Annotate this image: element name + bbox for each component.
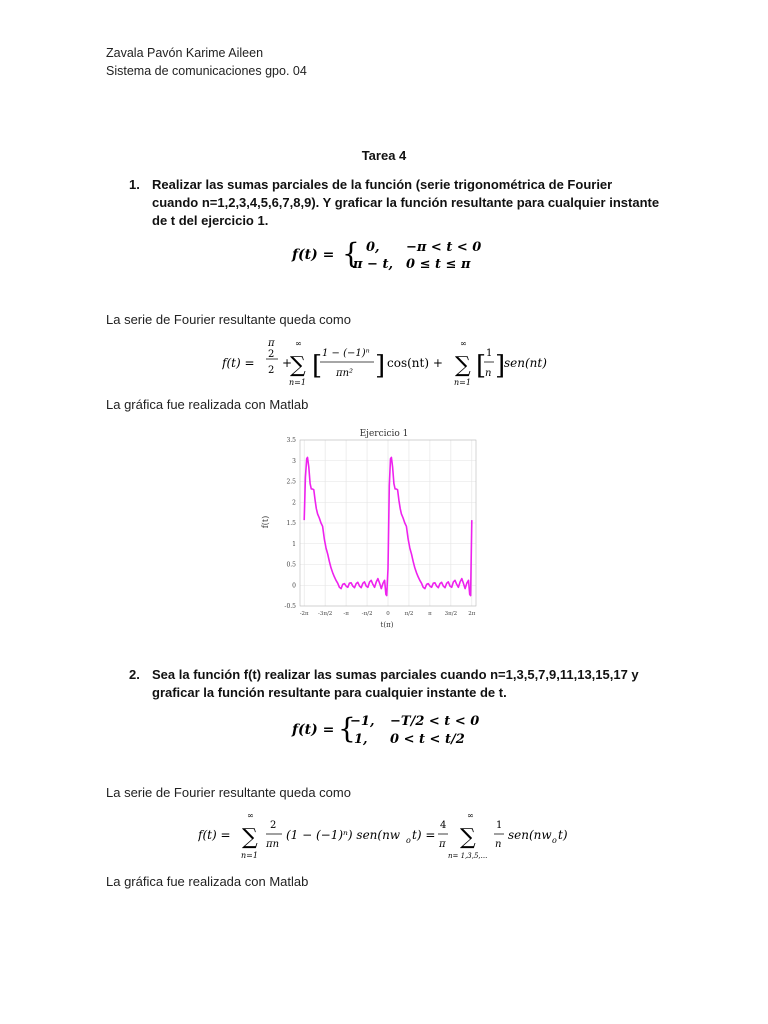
chart-y-tick-label: 1.5	[286, 520, 296, 527]
chart-x-tick-label: π	[428, 611, 432, 617]
chart-y-tick-label: 1	[292, 540, 296, 548]
chart-x-axis-label: t(π)	[380, 621, 394, 629]
course-name: Sistema de comunicaciones gpo. 04	[106, 64, 307, 78]
svg-text:[: [	[312, 351, 323, 381]
piecewise-2-lhs: f(t) =	[292, 722, 335, 738]
svg-text:πn: πn	[266, 839, 280, 850]
chart-x-tick-label: -π/2	[361, 611, 373, 617]
chart-y-tick-label: 0	[292, 582, 296, 590]
piecewise-function-1-svg	[290, 236, 490, 272]
svg-text:n=1: n=1	[454, 378, 471, 387]
fourier-series-1	[222, 334, 552, 390]
chart-x-tick-label: π/2	[404, 611, 414, 617]
svg-text:2: 2	[268, 349, 275, 360]
svg-text:∑: ∑	[242, 825, 258, 850]
series-2-lhs: f(t) =	[198, 828, 231, 842]
fourier-series-2	[198, 808, 578, 864]
piecewise-1-value-1: 0,	[366, 240, 380, 255]
piecewise-1-value-2: π − t,	[353, 257, 393, 272]
svg-text:∑: ∑	[460, 825, 476, 850]
chart-y-tick-label: 2.5	[286, 478, 296, 486]
svg-text:n: n	[485, 368, 492, 379]
sum-symbol: ∑	[290, 353, 306, 378]
svg-text:+: +	[282, 356, 293, 370]
svg-text:2: 2	[268, 365, 275, 376]
svg-text:1: 1	[496, 820, 503, 831]
svg-text:πn²: πn²	[336, 368, 354, 379]
author-name: Zavala Pavón Karime Aileen	[106, 46, 264, 60]
piecewise-function-2-svg	[290, 710, 490, 748]
chart-x-tick-label: 0	[386, 611, 390, 617]
svg-text:]: ]	[375, 351, 386, 381]
fourier-series-1-svg	[222, 334, 552, 390]
svg-text:o: o	[406, 836, 411, 845]
svg-text:(1 − (−1)ⁿ) sen(nw: (1 − (−1)ⁿ) sen(nw	[286, 828, 401, 842]
piecewise-2-cond-1: −T/2 < t < 0	[390, 714, 480, 729]
svg-text:1: 1	[486, 348, 493, 359]
chart-y-ticks	[284, 437, 296, 610]
svg-text:∞: ∞	[460, 339, 467, 348]
svg-text:∞: ∞	[247, 811, 254, 820]
problem-1-number: 1.	[129, 177, 140, 192]
chart-x-tick-label: -π	[343, 611, 349, 617]
svg-text:cos(nt) +: cos(nt) +	[387, 356, 443, 370]
chart-x-tick-label: 3π/2	[444, 611, 458, 617]
chart-y-tick-label: -0.5	[284, 603, 296, 610]
svg-text:n=1: n=1	[241, 851, 258, 860]
svg-text:sen(nw: sen(nw	[508, 828, 552, 842]
piecewise-function-1	[290, 236, 490, 272]
svg-text:o: o	[552, 836, 557, 845]
chart-y-tick-label: 3	[292, 457, 296, 465]
fourier-series-2-svg	[198, 808, 578, 864]
graph-1-intro: La gráfica fue realizada con Matlab	[106, 397, 309, 412]
problem-1-text: Realizar las sumas parciales de la función (serie trigonométrica de Fourier cuando n=1,2,3,4,5,6,7,8,9). Y graficar la función resultante para cualquier instante de t del ejercicio 1.	[152, 177, 660, 228]
series-2-intro: La serie de Fourier resultante queda como	[106, 785, 351, 800]
chart-y-tick-label: 3.5	[286, 437, 296, 444]
page-title: Tarea 4	[361, 148, 407, 163]
chart-svg	[256, 426, 492, 636]
chart-x-tick-label: 2π	[468, 611, 476, 617]
piecewise-2-brace: {	[338, 712, 356, 745]
svg-text:2: 2	[270, 820, 277, 831]
svg-text:1 − (−1)ⁿ: 1 − (−1)ⁿ	[322, 348, 370, 359]
svg-text:[: [	[476, 351, 487, 381]
chart-y-tick-label: 0.5	[286, 561, 296, 569]
svg-text:t): t)	[558, 828, 568, 842]
svg-text:]: ]	[495, 351, 506, 381]
piecewise-1-cond-2: 0 ≤ t ≤ π	[406, 257, 471, 272]
svg-text:n=1: n=1	[289, 378, 306, 387]
series-1-lhs: f(t) =	[222, 356, 255, 370]
chart-ejercicio-1	[256, 426, 492, 636]
svg-text:∞: ∞	[467, 811, 474, 820]
piecewise-2-value-1: −1,	[350, 714, 375, 729]
svg-text:sen(nt): sen(nt)	[504, 356, 547, 370]
svg-text:π: π	[268, 338, 275, 349]
chart-x-tick-label: -3π/2	[317, 611, 333, 617]
piecewise-1-cond-1: −π < t < 0	[406, 240, 482, 255]
svg-text:4: 4	[440, 820, 447, 831]
problem-2-number: 2.	[129, 667, 140, 682]
piecewise-function-2	[290, 710, 490, 748]
chart-y-axis-label: f(t)	[261, 515, 270, 529]
piecewise-2-cond-2: 0 < t < t/2	[390, 732, 465, 747]
chart-title: Ejercicio 1	[359, 429, 409, 439]
series-1-intro: La serie de Fourier resultante queda como	[106, 312, 351, 327]
piecewise-2-value-2: 1,	[354, 732, 368, 747]
svg-text:n= 1,3,5,...: n= 1,3,5,...	[448, 852, 488, 860]
problem-2-text: Sea la función f(t) realizar las sumas parciales cuando n=1,3,5,7,9,11,13,15,17 y graficar la función resultante para cualquier instante de t.	[152, 667, 639, 700]
graph-2-intro: La gráfica fue realizada con Matlab	[106, 874, 309, 889]
piecewise-1-lhs: f(t) =	[292, 247, 335, 263]
piecewise-1-brace: {	[342, 237, 360, 270]
chart-x-tick-label: -2π	[299, 611, 309, 617]
chart-y-tick-label: 2	[292, 499, 296, 507]
svg-text:π: π	[439, 839, 446, 850]
svg-text:t) =: t) =	[412, 828, 436, 842]
svg-text:∑: ∑	[455, 353, 471, 378]
chart-x-ticks	[300, 611, 476, 617]
svg-text:∞: ∞	[295, 339, 302, 348]
svg-text:n: n	[495, 839, 502, 850]
